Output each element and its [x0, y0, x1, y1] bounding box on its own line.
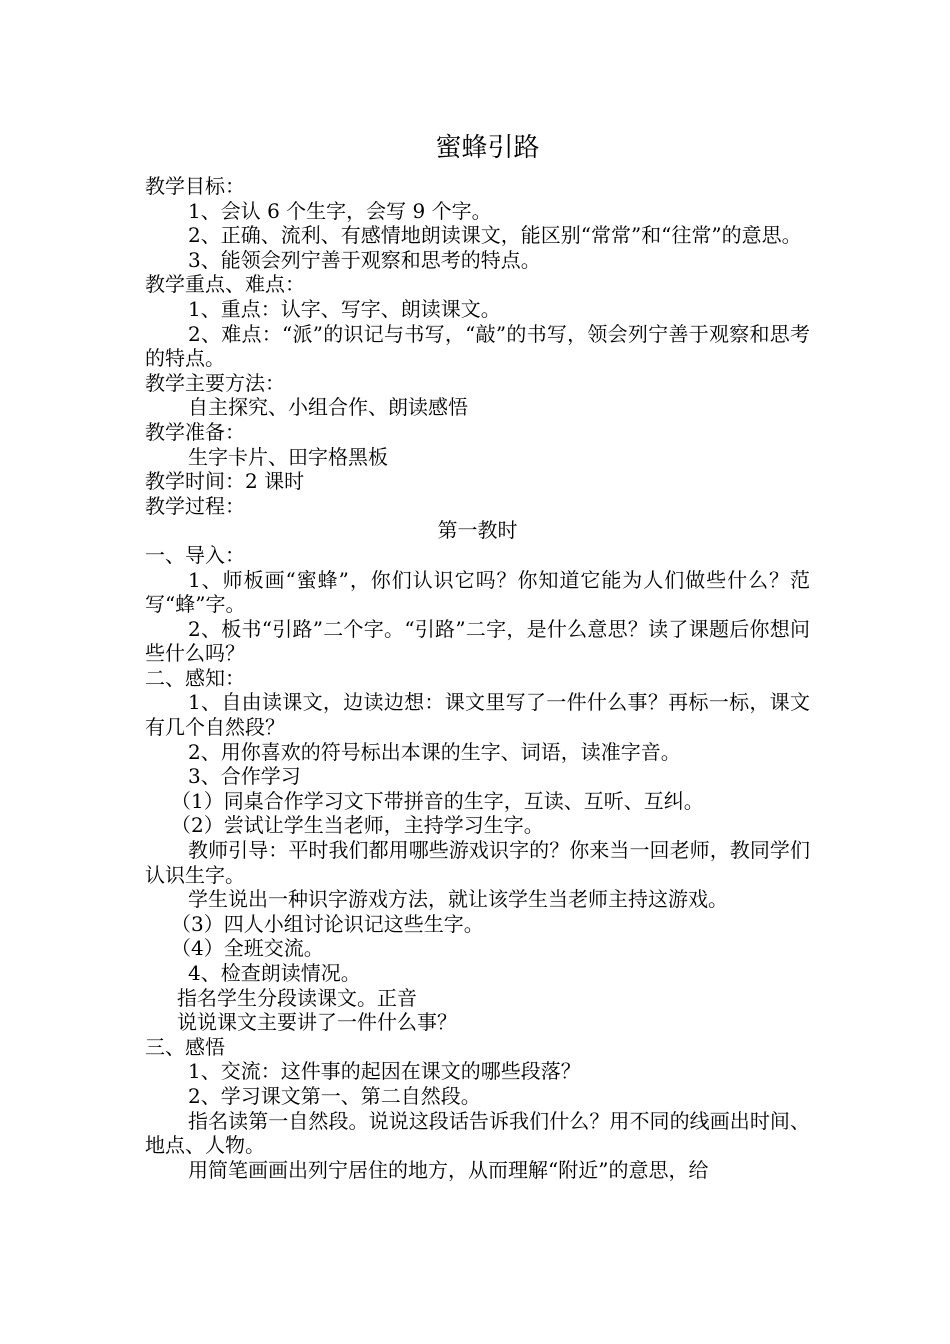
- section-heading: 教学准备：: [145, 419, 245, 444]
- body-paragraph: 2、难点：“派”的识记与书写，“敲”的书写，领会列宁善于观察和思考的特点。: [145, 321, 810, 371]
- body-paragraph: 用简笔画画出列宁居住的地方，从而理解“附近”的意思，给: [188, 1157, 709, 1182]
- document-title: 蜜蜂引路: [435, 133, 540, 163]
- body-paragraph: 1、交流：这件事的起因在课文的哪些段落？: [188, 1059, 581, 1084]
- document-page: [145, 130, 810, 1182]
- body-paragraph: （3）四人小组讨论识记这些生字。: [171, 911, 484, 936]
- body-paragraph: （2）尝试让学生当老师，主持学习生字。: [171, 813, 544, 838]
- section-heading: 教学重点、难点：: [145, 272, 305, 297]
- body-paragraph: 3、能领会列宁善于观察和思考的特点。: [188, 247, 541, 272]
- body-paragraph: 自主探究、小组合作、朗读感悟: [188, 395, 468, 420]
- body-paragraph: 1、会认 6 个生字，会写 9 个字。: [188, 198, 492, 223]
- section-heading: 一、导入：: [145, 542, 245, 567]
- document-body: [145, 174, 810, 1182]
- body-paragraph: 2、用你喜欢的符号标出本课的生字、词语，读准字音。: [188, 739, 681, 764]
- body-paragraph: 1、自由读课文，边读边想：课文里写了一件什么事？再标一标，课文有几个自然段？: [145, 690, 810, 740]
- body-paragraph: 3、合作学习: [188, 764, 301, 789]
- body-paragraph: 4、检查朗读情况。: [188, 961, 361, 985]
- section-heading: 教学时间：2 课时: [145, 469, 305, 494]
- body-paragraph: （1）同桌合作学习文下带拼音的生字，互读、互听、互纠。: [171, 788, 704, 813]
- body-paragraph: 说说课文主要讲了一件什么事？: [177, 1010, 457, 1035]
- body-paragraph: 学生说出一种识字游戏方法，就让该学生当老师主持这游戏。: [188, 887, 728, 912]
- section-heading: 二、感知：: [145, 665, 245, 690]
- body-paragraph: 1、师板画“蜜蜂”，你们认识它吗？你知道它能为人们做些什么？范写“蜂”字。: [145, 567, 810, 617]
- body-paragraph: 教师引导：平时我们都用哪些游戏识字的？你来当一回老师，教同学们认识生字。: [145, 838, 810, 887]
- body-paragraph: 指名读第一自然段。说说这段话告诉我们什么？用不同的线画出时间、地点、人物。: [145, 1108, 810, 1158]
- lesson-heading: 第一教时: [437, 518, 518, 543]
- section-heading: 教学过程：: [145, 493, 245, 518]
- section-heading: 教学目标：: [145, 174, 245, 198]
- body-paragraph: 生字卡片、田字格黑板: [188, 444, 388, 469]
- body-paragraph: 2、正确、流利、有感情地朗读课文，能区别“常常”和“往常”的意思。: [188, 223, 802, 248]
- body-paragraph: 指名学生分段读课文。正音: [177, 985, 417, 1010]
- body-paragraph: 2、板书“引路”二个字。“引路”二字，是什么意思？读了课题后你想问些什么吗？: [145, 616, 810, 666]
- section-heading: 教学主要方法：: [145, 370, 285, 395]
- body-paragraph: 2、学习课文第一、第二自然段。: [188, 1083, 481, 1108]
- body-paragraph: 1、重点：认字、写字、朗读课文。: [188, 296, 501, 321]
- section-heading: 三、感悟: [145, 1034, 225, 1059]
- body-paragraph: （4）全班交流。: [171, 936, 324, 961]
